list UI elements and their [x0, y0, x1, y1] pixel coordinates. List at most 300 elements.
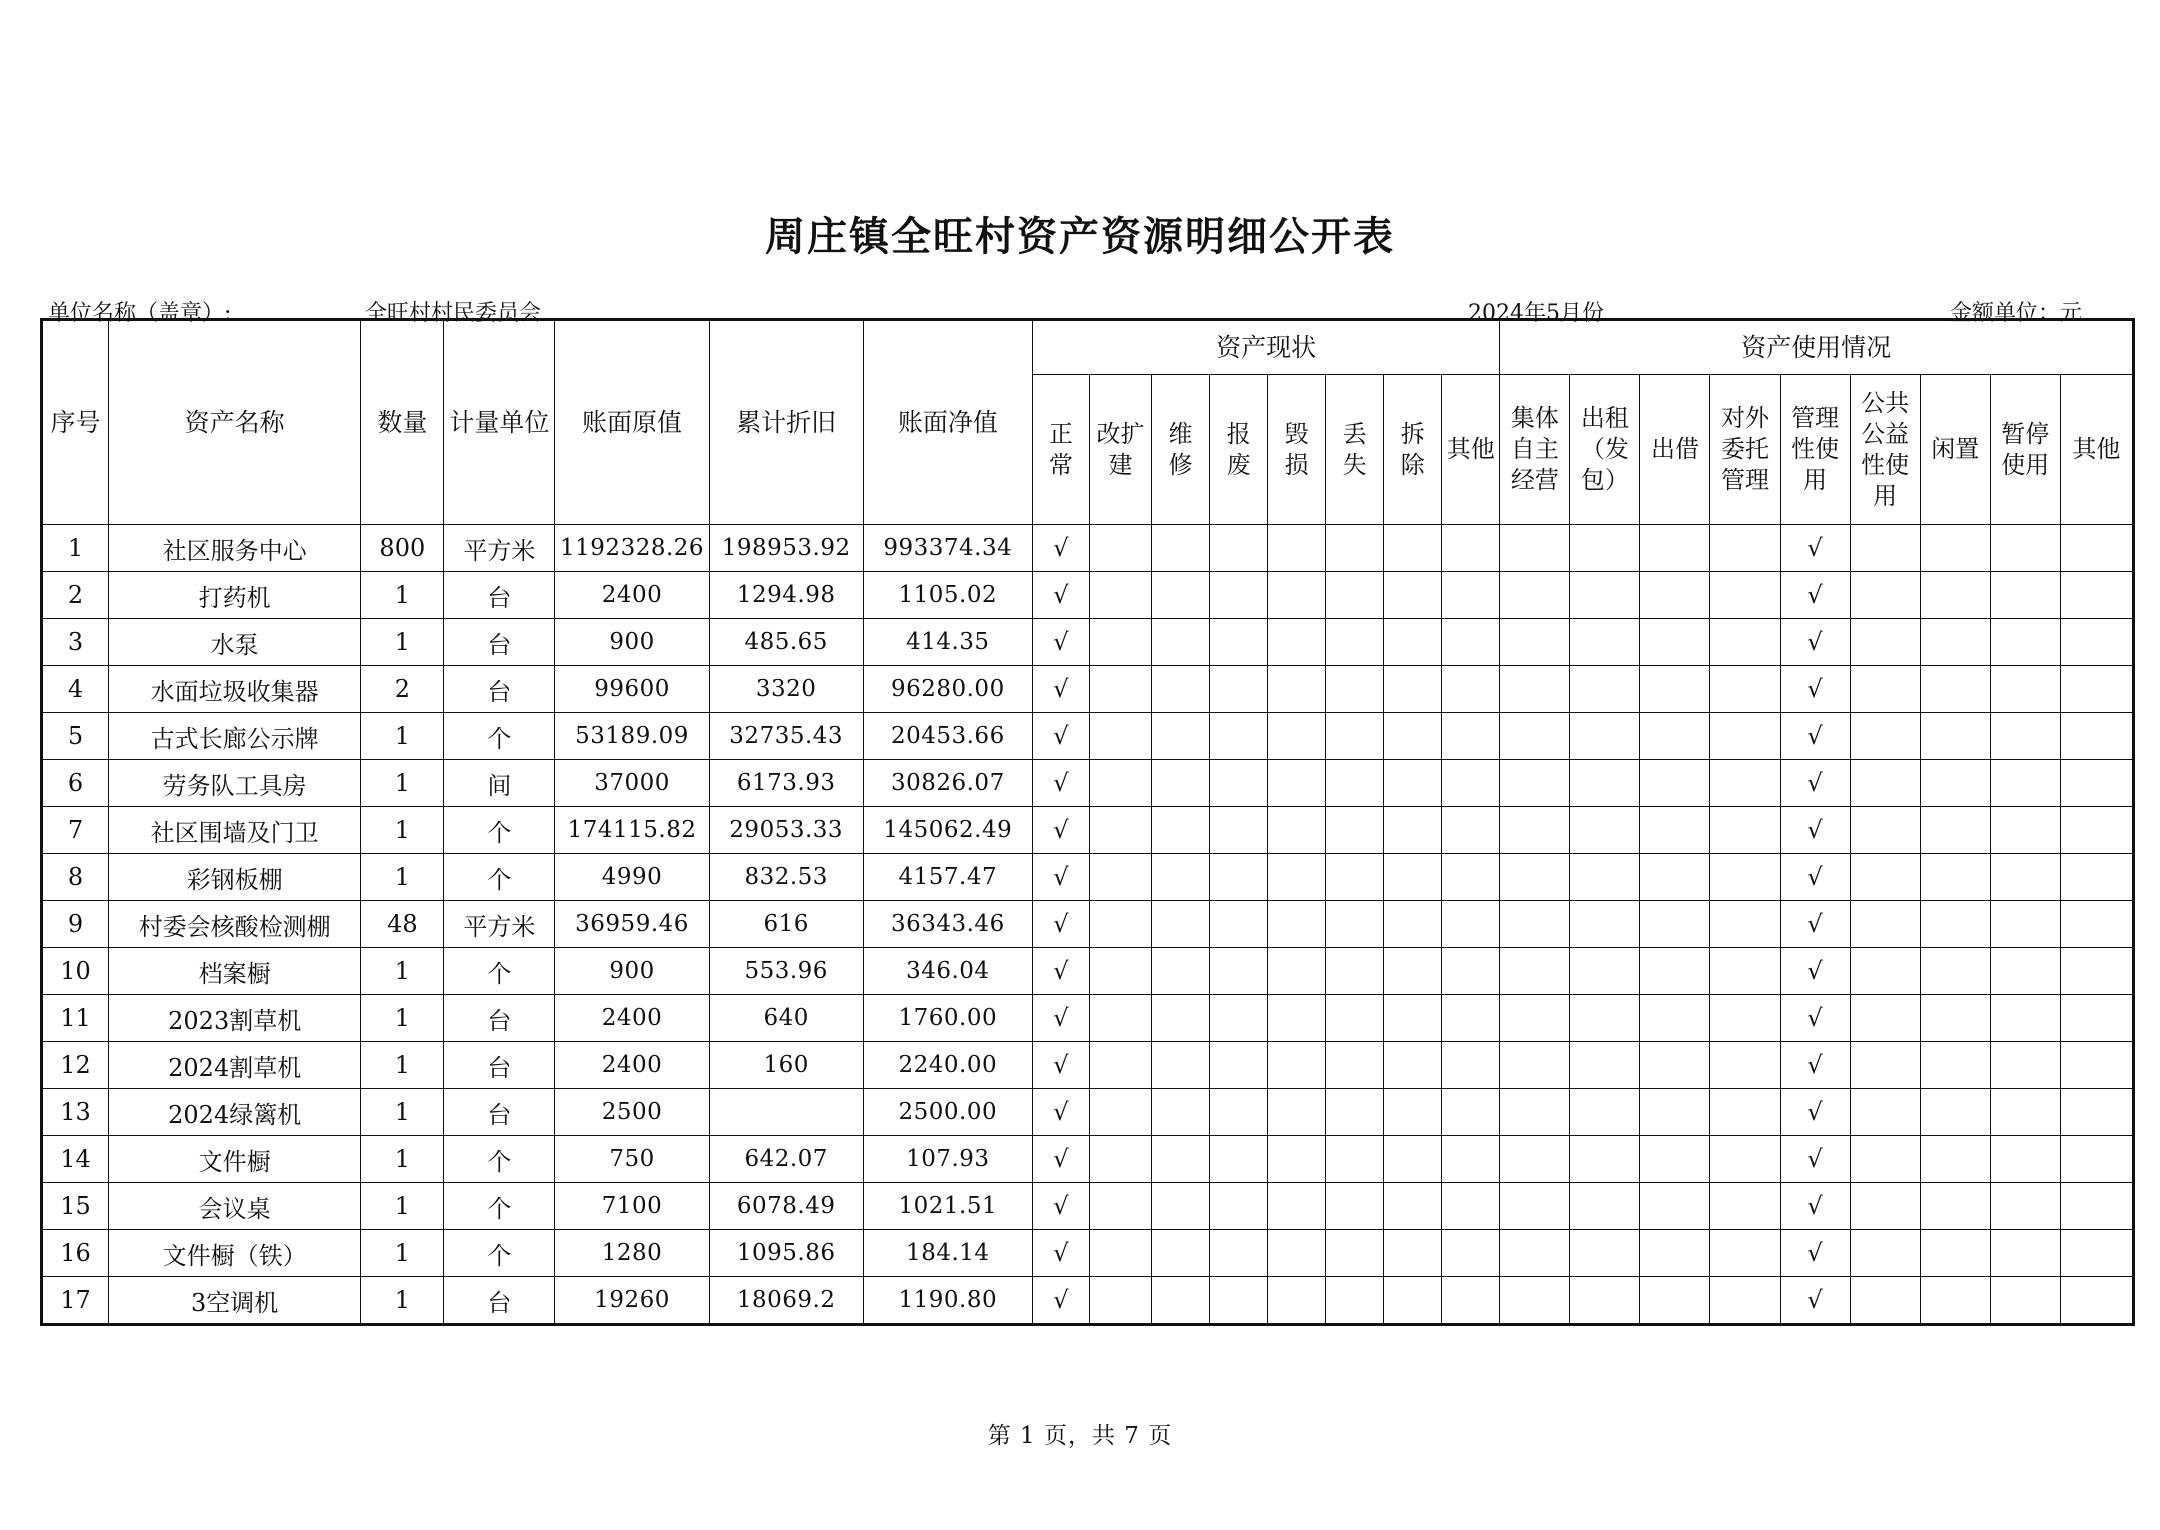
col-header-depreciation: 累计折旧 — [709, 320, 863, 525]
status-cell — [1089, 1042, 1151, 1089]
usage-management-check: √ — [1780, 854, 1850, 901]
cell-net: 346.04 — [863, 948, 1032, 995]
usage-cell — [1920, 901, 1990, 948]
usage-cell — [1640, 760, 1710, 807]
status-cell — [1089, 1136, 1151, 1183]
cell-qty: 1 — [361, 713, 444, 760]
cell-depreciation: 1095.86 — [709, 1230, 863, 1277]
status-cell — [1210, 995, 1268, 1042]
cell-name: 2024割草机 — [109, 1042, 361, 1089]
cell-net: 36343.46 — [863, 901, 1032, 948]
cell-net: 145062.49 — [863, 807, 1032, 854]
cell-name: 村委会核酸检测棚 — [109, 901, 361, 948]
usage-cell — [2060, 1230, 2133, 1277]
status-cell — [1210, 854, 1268, 901]
status-cell — [1442, 760, 1500, 807]
table-row — [42, 1089, 2134, 1136]
cell-qty: 1 — [361, 854, 444, 901]
status-cell — [1152, 995, 1210, 1042]
col-header-usage-0: 集体自主经营 — [1500, 375, 1570, 525]
status-cell — [1326, 901, 1384, 948]
usage-management-check: √ — [1780, 1042, 1850, 1089]
status-cell — [1384, 948, 1442, 995]
status-normal-check: √ — [1032, 760, 1089, 807]
cell-net: 2500.00 — [863, 1089, 1032, 1136]
cell-name: 社区服务中心 — [109, 525, 361, 572]
status-cell — [1210, 525, 1268, 572]
status-cell — [1089, 1089, 1151, 1136]
cell-depreciation: 642.07 — [709, 1136, 863, 1183]
cell-name: 打药机 — [109, 572, 361, 619]
status-normal-check: √ — [1032, 572, 1089, 619]
usage-cell — [1920, 948, 1990, 995]
status-cell — [1210, 1089, 1268, 1136]
cell-seq: 12 — [42, 1042, 109, 1089]
status-normal-check: √ — [1032, 666, 1089, 713]
cell-original: 37000 — [555, 760, 709, 807]
cell-unit: 个 — [444, 854, 555, 901]
usage-management-check: √ — [1780, 995, 1850, 1042]
cell-name: 文件橱（铁） — [109, 1230, 361, 1277]
usage-cell — [1920, 1136, 1990, 1183]
usage-cell — [1640, 1277, 1710, 1325]
cell-name: 2023割草机 — [109, 995, 361, 1042]
usage-cell — [1500, 995, 1570, 1042]
status-cell — [1442, 1136, 1500, 1183]
status-cell — [1268, 760, 1326, 807]
status-cell — [1384, 666, 1442, 713]
col-header-original: 账面原值 — [555, 320, 709, 525]
cell-seq: 9 — [42, 901, 109, 948]
status-cell — [1152, 572, 1210, 619]
status-cell — [1442, 901, 1500, 948]
status-cell — [1210, 666, 1268, 713]
status-cell — [1384, 901, 1442, 948]
page-footer: 第 1 页，共 7 页 — [987, 1423, 1173, 1449]
cell-unit: 个 — [444, 713, 555, 760]
usage-cell — [2060, 572, 2133, 619]
usage-cell — [1640, 572, 1710, 619]
status-cell — [1089, 995, 1151, 1042]
cell-unit: 个 — [444, 1136, 555, 1183]
status-cell — [1152, 666, 1210, 713]
status-cell — [1089, 572, 1151, 619]
document-title: 周庄镇全旺村资产资源明细公开表 — [765, 213, 1395, 260]
usage-cell — [1570, 1089, 1640, 1136]
usage-cell — [1850, 807, 1920, 854]
cell-net: 20453.66 — [863, 713, 1032, 760]
asset-table — [40, 318, 2135, 1326]
status-cell — [1326, 1230, 1384, 1277]
cell-net: 1021.51 — [863, 1183, 1032, 1230]
cell-qty: 1 — [361, 1183, 444, 1230]
usage-cell — [1710, 572, 1780, 619]
table-row — [42, 619, 2134, 666]
usage-cell — [1920, 525, 1990, 572]
usage-cell — [1850, 619, 1920, 666]
status-cell — [1089, 1183, 1151, 1230]
status-cell — [1268, 901, 1326, 948]
usage-cell — [1920, 713, 1990, 760]
usage-cell — [1640, 713, 1710, 760]
status-cell — [1089, 666, 1151, 713]
cell-qty: 1 — [361, 807, 444, 854]
usage-cell — [1570, 713, 1640, 760]
status-cell — [1268, 713, 1326, 760]
usage-cell — [1710, 1042, 1780, 1089]
usage-cell — [1710, 854, 1780, 901]
usage-cell — [1710, 948, 1780, 995]
usage-cell — [1500, 525, 1570, 572]
usage-cell — [1920, 1183, 1990, 1230]
status-cell — [1442, 995, 1500, 1042]
usage-cell — [1500, 666, 1570, 713]
usage-cell — [1640, 1042, 1710, 1089]
table-row — [42, 807, 2134, 854]
cell-original: 53189.09 — [555, 713, 709, 760]
col-header-status-5: 丢失 — [1326, 375, 1384, 525]
status-normal-check: √ — [1032, 1136, 1089, 1183]
usage-cell — [1920, 807, 1990, 854]
status-cell — [1089, 525, 1151, 572]
usage-management-check: √ — [1780, 1183, 1850, 1230]
usage-cell — [1570, 1230, 1640, 1277]
status-cell — [1326, 1277, 1384, 1325]
status-cell — [1089, 760, 1151, 807]
status-cell — [1326, 1042, 1384, 1089]
usage-cell — [1570, 572, 1640, 619]
usage-cell — [1570, 948, 1640, 995]
usage-cell — [1920, 854, 1990, 901]
status-cell — [1384, 525, 1442, 572]
usage-cell — [1640, 1089, 1710, 1136]
cell-name: 彩钢板棚 — [109, 854, 361, 901]
status-cell — [1210, 619, 1268, 666]
usage-management-check: √ — [1780, 619, 1850, 666]
report-period: 2024年5月份 — [1468, 301, 1604, 326]
usage-management-check: √ — [1780, 948, 1850, 995]
usage-cell — [1500, 760, 1570, 807]
usage-cell — [2060, 901, 2133, 948]
usage-cell — [1990, 760, 2060, 807]
cell-seq: 10 — [42, 948, 109, 995]
cell-seq: 16 — [42, 1230, 109, 1277]
usage-cell — [1640, 1183, 1710, 1230]
usage-cell — [1920, 619, 1990, 666]
cell-seq: 14 — [42, 1136, 109, 1183]
col-group-status: 资产现状 — [1032, 320, 1499, 375]
usage-cell — [2060, 807, 2133, 854]
cell-name: 古式长廊公示牌 — [109, 713, 361, 760]
usage-cell — [1920, 1277, 1990, 1325]
col-header-usage-8: 其他 — [2060, 375, 2133, 525]
usage-cell — [1710, 1089, 1780, 1136]
status-cell — [1442, 1042, 1500, 1089]
status-cell — [1152, 760, 1210, 807]
col-header-usage-3: 对外委托管理 — [1710, 375, 1780, 525]
status-cell — [1384, 572, 1442, 619]
status-cell — [1384, 1183, 1442, 1230]
usage-cell — [1990, 1042, 2060, 1089]
status-cell — [1152, 1089, 1210, 1136]
usage-cell — [1990, 1230, 2060, 1277]
cell-seq: 8 — [42, 854, 109, 901]
usage-cell — [1850, 1277, 1920, 1325]
table-row — [42, 713, 2134, 760]
status-normal-check: √ — [1032, 854, 1089, 901]
status-cell — [1326, 1089, 1384, 1136]
cell-unit: 台 — [444, 1042, 555, 1089]
status-normal-check: √ — [1032, 901, 1089, 948]
cell-seq: 3 — [42, 619, 109, 666]
usage-cell — [1640, 619, 1710, 666]
usage-cell — [2060, 995, 2133, 1042]
cell-original: 2500 — [555, 1089, 709, 1136]
usage-cell — [1990, 901, 2060, 948]
cell-depreciation: 6173.93 — [709, 760, 863, 807]
table-row — [42, 1277, 2134, 1325]
status-cell — [1152, 1183, 1210, 1230]
usage-management-check: √ — [1780, 525, 1850, 572]
usage-cell — [1500, 901, 1570, 948]
status-cell — [1089, 619, 1151, 666]
cell-depreciation: 198953.92 — [709, 525, 863, 572]
cell-seq: 13 — [42, 1089, 109, 1136]
usage-cell — [1990, 619, 2060, 666]
status-cell — [1326, 666, 1384, 713]
cell-unit: 个 — [444, 948, 555, 995]
usage-management-check: √ — [1780, 901, 1850, 948]
status-cell — [1268, 619, 1326, 666]
col-header-status-1: 改扩建 — [1089, 375, 1151, 525]
usage-cell — [1920, 1089, 1990, 1136]
usage-cell — [1640, 525, 1710, 572]
cell-qty: 1 — [361, 1277, 444, 1325]
usage-cell — [1500, 1136, 1570, 1183]
cell-qty: 1 — [361, 572, 444, 619]
status-normal-check: √ — [1032, 948, 1089, 995]
usage-cell — [2060, 1183, 2133, 1230]
status-cell — [1384, 1230, 1442, 1277]
cell-original: 99600 — [555, 666, 709, 713]
usage-cell — [1920, 995, 1990, 1042]
usage-cell — [1500, 948, 1570, 995]
status-cell — [1442, 948, 1500, 995]
status-cell — [1210, 1230, 1268, 1277]
col-header-usage-2: 出借 — [1640, 375, 1710, 525]
cell-seq: 1 — [42, 525, 109, 572]
status-cell — [1089, 901, 1151, 948]
cell-seq: 4 — [42, 666, 109, 713]
usage-cell — [1500, 572, 1570, 619]
usage-cell — [1570, 1183, 1640, 1230]
usage-cell — [1570, 1136, 1640, 1183]
usage-cell — [1850, 713, 1920, 760]
col-header-status-4: 毁损 — [1268, 375, 1326, 525]
cell-depreciation: 616 — [709, 901, 863, 948]
col-header-unit: 计量单位 — [444, 320, 555, 525]
usage-cell — [1850, 1089, 1920, 1136]
col-header-usage-5: 公共公益性使用 — [1850, 375, 1920, 525]
usage-cell — [1640, 948, 1710, 995]
status-cell — [1326, 807, 1384, 854]
unit-name-value: 全旺村村民委员会 — [365, 301, 542, 326]
usage-cell — [1710, 901, 1780, 948]
usage-cell — [1850, 1042, 1920, 1089]
cell-net: 414.35 — [863, 619, 1032, 666]
cell-unit: 台 — [444, 666, 555, 713]
table-row — [42, 1230, 2134, 1277]
cell-seq: 11 — [42, 995, 109, 1042]
col-header-qty: 数量 — [361, 320, 444, 525]
status-cell — [1152, 807, 1210, 854]
status-cell — [1210, 1136, 1268, 1183]
status-cell — [1152, 1042, 1210, 1089]
usage-cell — [2060, 713, 2133, 760]
status-cell — [1210, 713, 1268, 760]
cell-original: 900 — [555, 948, 709, 995]
status-normal-check: √ — [1032, 525, 1089, 572]
cell-depreciation: 832.53 — [709, 854, 863, 901]
usage-cell — [1990, 807, 2060, 854]
usage-cell — [1710, 1183, 1780, 1230]
cell-depreciation: 6078.49 — [709, 1183, 863, 1230]
usage-management-check: √ — [1780, 572, 1850, 619]
cell-name: 档案橱 — [109, 948, 361, 995]
status-cell — [1089, 807, 1151, 854]
usage-cell — [1500, 1183, 1570, 1230]
usage-cell — [1710, 1277, 1780, 1325]
cell-qty: 1 — [361, 1136, 444, 1183]
cell-depreciation: 32735.43 — [709, 713, 863, 760]
cell-qty: 1 — [361, 619, 444, 666]
usage-cell — [1990, 995, 2060, 1042]
status-cell — [1442, 713, 1500, 760]
col-header-usage-7: 暂停使用 — [1990, 375, 2060, 525]
usage-cell — [1990, 854, 2060, 901]
cell-seq: 15 — [42, 1183, 109, 1230]
status-cell — [1268, 1042, 1326, 1089]
col-header-status-6: 拆除 — [1384, 375, 1442, 525]
cell-original: 2400 — [555, 572, 709, 619]
cell-net: 30826.07 — [863, 760, 1032, 807]
status-cell — [1210, 948, 1268, 995]
cell-depreciation: 3320 — [709, 666, 863, 713]
usage-cell — [2060, 948, 2133, 995]
usage-cell — [1850, 995, 1920, 1042]
usage-management-check: √ — [1780, 1089, 1850, 1136]
status-cell — [1384, 619, 1442, 666]
cell-net: 107.93 — [863, 1136, 1032, 1183]
status-cell — [1326, 713, 1384, 760]
status-cell — [1152, 619, 1210, 666]
table-row — [42, 901, 2134, 948]
status-cell — [1268, 948, 1326, 995]
col-group-usage: 资产使用情况 — [1500, 320, 2134, 375]
status-cell — [1442, 619, 1500, 666]
status-normal-check: √ — [1032, 619, 1089, 666]
usage-management-check: √ — [1780, 713, 1850, 760]
cell-depreciation: 1294.98 — [709, 572, 863, 619]
status-cell — [1442, 666, 1500, 713]
status-cell — [1384, 854, 1442, 901]
usage-cell — [1500, 1089, 1570, 1136]
status-cell — [1326, 995, 1384, 1042]
cell-depreciation — [709, 1089, 863, 1136]
status-cell — [1442, 1230, 1500, 1277]
usage-cell — [2060, 619, 2133, 666]
usage-management-check: √ — [1780, 1277, 1850, 1325]
col-header-status-3: 报废 — [1210, 375, 1268, 525]
status-cell — [1442, 525, 1500, 572]
status-normal-check: √ — [1032, 995, 1089, 1042]
table-row — [42, 525, 2134, 572]
status-normal-check: √ — [1032, 1183, 1089, 1230]
usage-cell — [1570, 995, 1640, 1042]
usage-cell — [1500, 713, 1570, 760]
status-cell — [1326, 854, 1384, 901]
status-cell — [1210, 1042, 1268, 1089]
usage-cell — [1710, 713, 1780, 760]
status-cell — [1442, 1089, 1500, 1136]
cell-net: 2240.00 — [863, 1042, 1032, 1089]
cell-net: 4157.47 — [863, 854, 1032, 901]
cell-seq: 7 — [42, 807, 109, 854]
cell-original: 7100 — [555, 1183, 709, 1230]
cell-unit: 台 — [444, 1277, 555, 1325]
usage-cell — [1710, 995, 1780, 1042]
cell-name: 水面垃圾收集器 — [109, 666, 361, 713]
status-cell — [1442, 1277, 1500, 1325]
cell-name: 文件橱 — [109, 1136, 361, 1183]
usage-cell — [1640, 1230, 1710, 1277]
status-cell — [1268, 854, 1326, 901]
status-cell — [1268, 807, 1326, 854]
table-row — [42, 948, 2134, 995]
table-row — [42, 854, 2134, 901]
cell-name: 社区围墙及门卫 — [109, 807, 361, 854]
usage-cell — [1710, 666, 1780, 713]
usage-management-check: √ — [1780, 666, 1850, 713]
status-cell — [1152, 525, 1210, 572]
usage-cell — [1570, 1042, 1640, 1089]
col-header-status-2: 维修 — [1152, 375, 1210, 525]
cell-depreciation: 29053.33 — [709, 807, 863, 854]
status-normal-check: √ — [1032, 1277, 1089, 1325]
usage-cell — [1990, 1277, 2060, 1325]
cell-unit: 平方米 — [444, 525, 555, 572]
cell-seq: 5 — [42, 713, 109, 760]
usage-cell — [2060, 760, 2133, 807]
cell-original: 2400 — [555, 995, 709, 1042]
usage-cell — [1640, 901, 1710, 948]
cell-net: 1190.80 — [863, 1277, 1032, 1325]
cell-unit: 台 — [444, 995, 555, 1042]
usage-cell — [1500, 1230, 1570, 1277]
status-cell — [1326, 1183, 1384, 1230]
status-cell — [1152, 1277, 1210, 1325]
cell-unit: 台 — [444, 1089, 555, 1136]
status-cell — [1089, 1277, 1151, 1325]
table-row — [42, 666, 2134, 713]
usage-cell — [1850, 1230, 1920, 1277]
usage-cell — [1640, 807, 1710, 854]
cell-original: 750 — [555, 1136, 709, 1183]
status-cell — [1384, 1136, 1442, 1183]
cell-net: 1105.02 — [863, 572, 1032, 619]
cell-qty: 2 — [361, 666, 444, 713]
col-header-seq: 序号 — [42, 320, 109, 525]
